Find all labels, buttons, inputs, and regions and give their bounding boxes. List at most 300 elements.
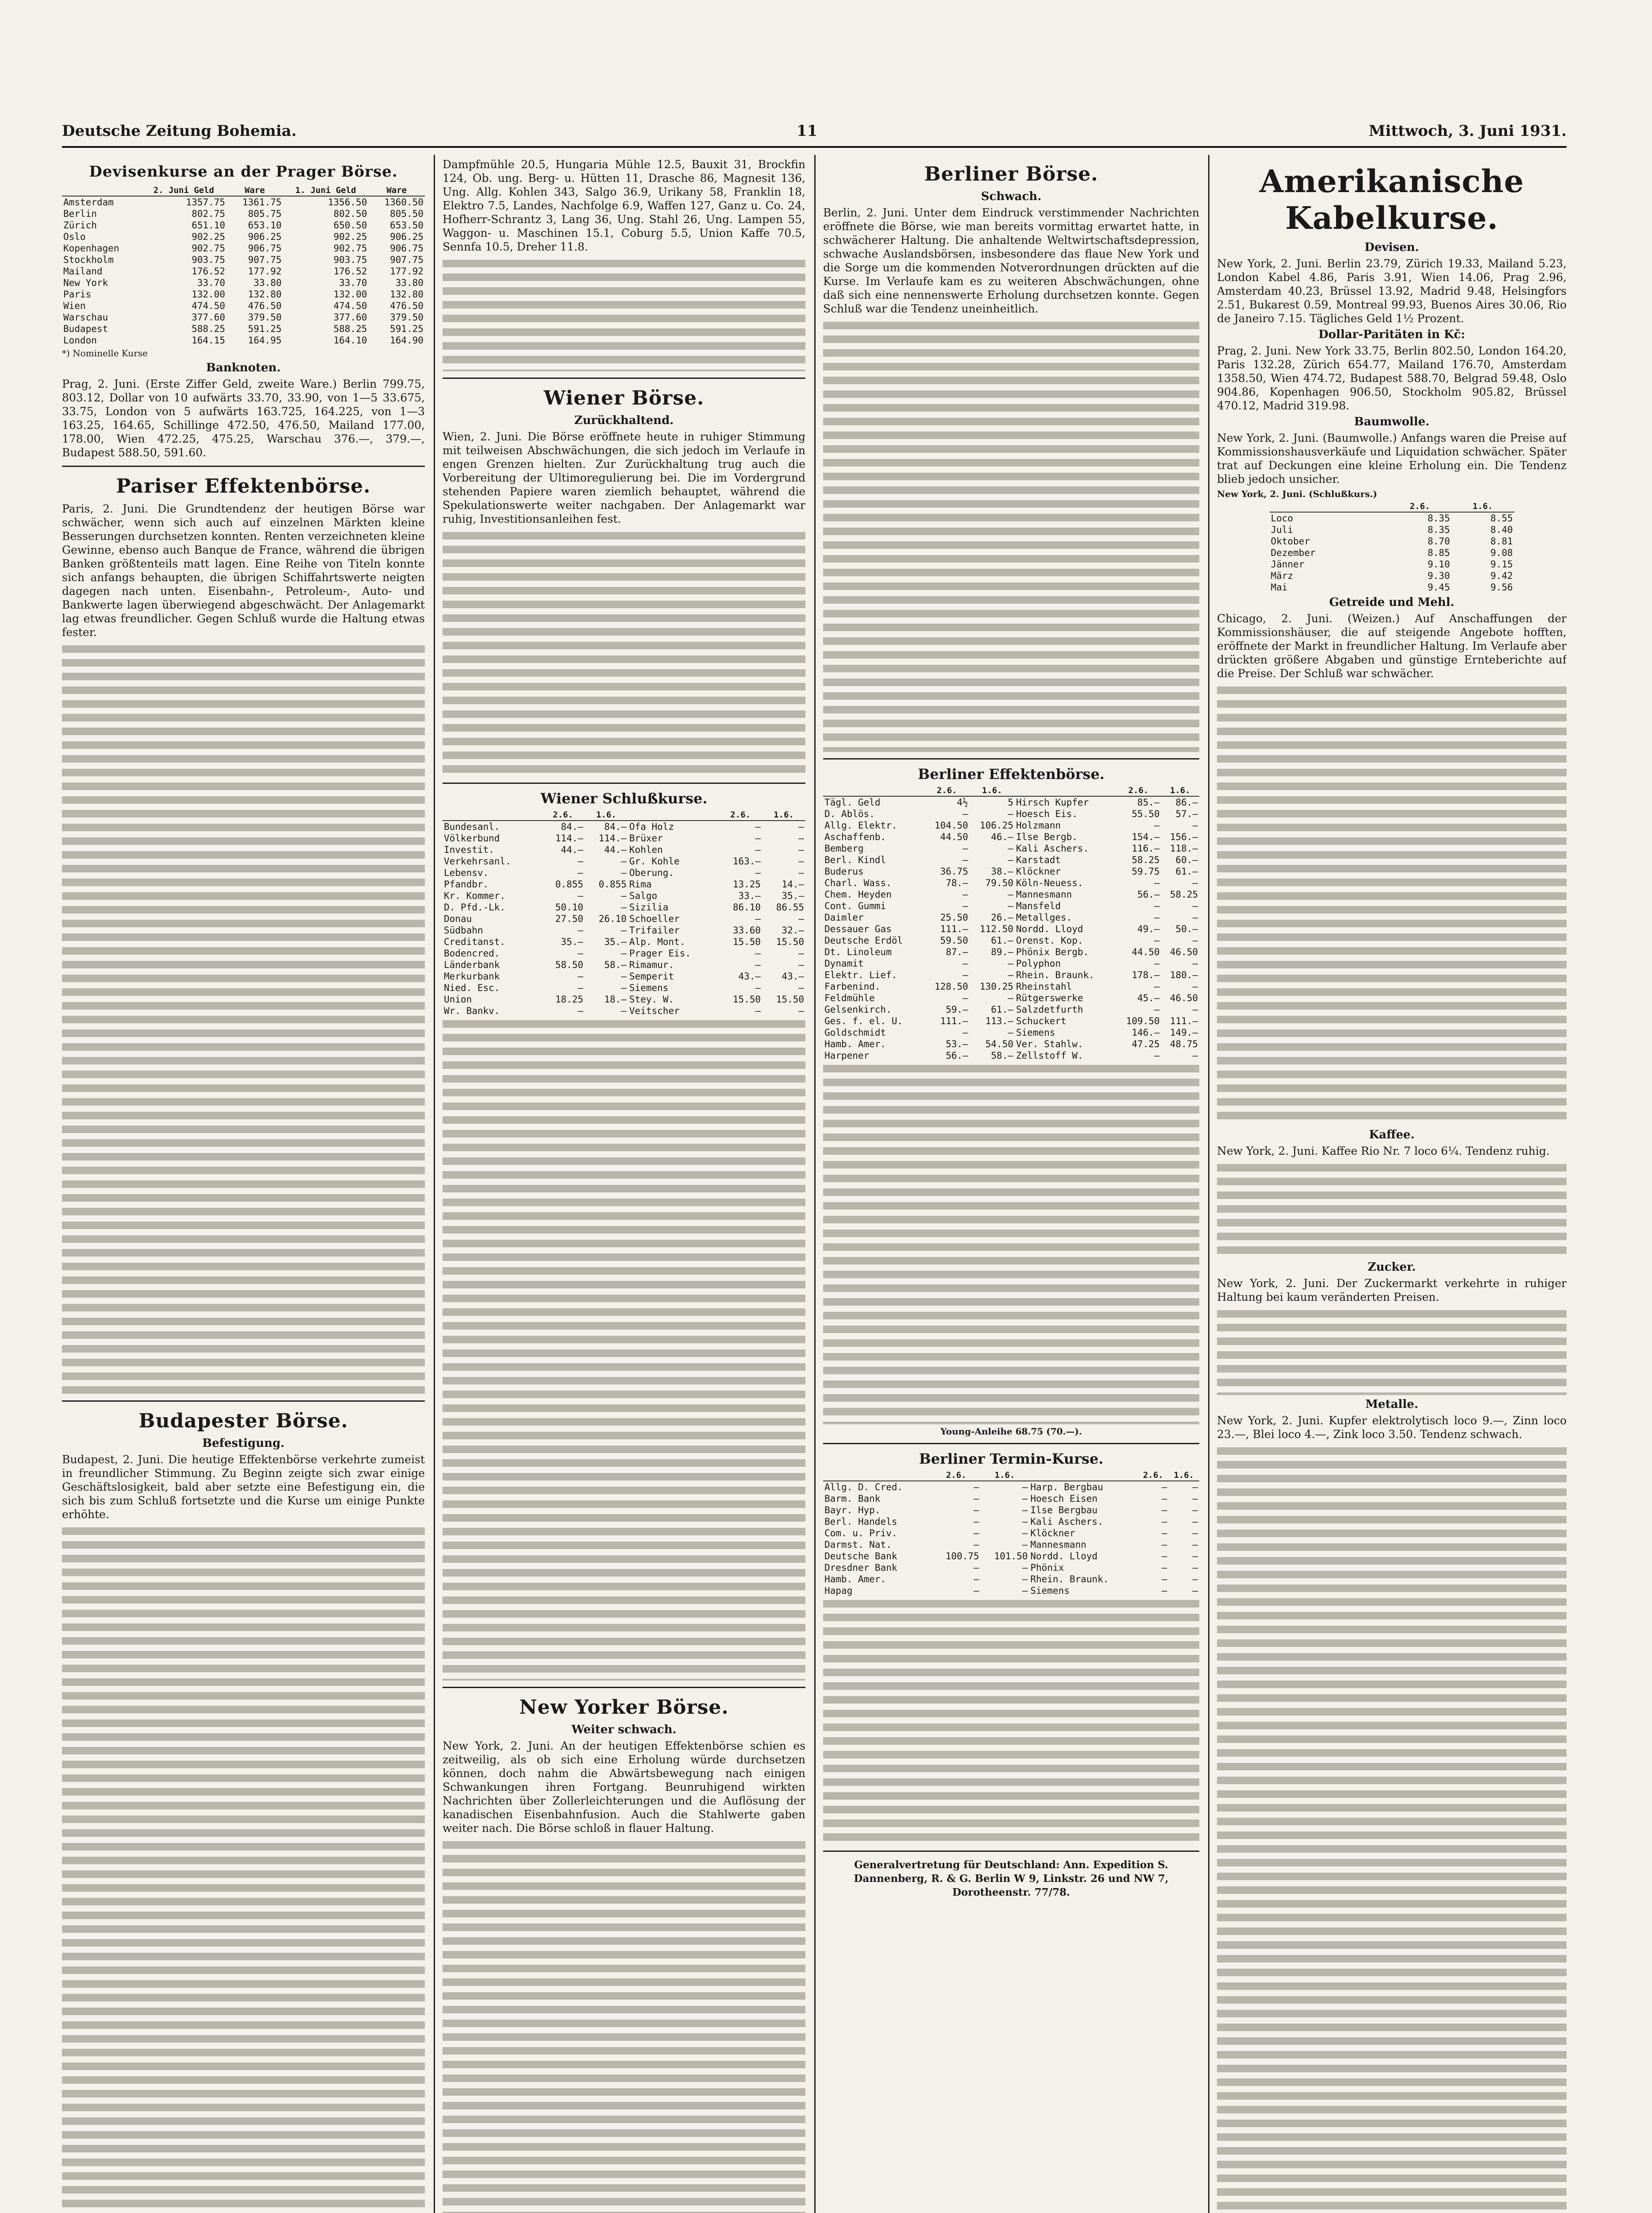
table-row xyxy=(443,936,805,948)
table-cell: Oktober xyxy=(1271,536,1310,547)
table-cell: Phönix xyxy=(1030,1562,1064,1573)
table-cell: Merkurbank xyxy=(444,971,500,982)
table-cell: — xyxy=(1161,1505,1167,1515)
section-divider xyxy=(62,1400,425,1402)
table-cell: 15.50 xyxy=(732,994,761,1005)
table-cell: New York xyxy=(63,278,108,288)
table-cell: — xyxy=(1008,1027,1013,1038)
table-cell: 60.— xyxy=(1175,855,1198,865)
table-row xyxy=(823,889,1199,900)
section-divider xyxy=(62,466,425,467)
section-divider xyxy=(823,758,1199,760)
table-cell: 59.— xyxy=(946,1004,968,1015)
table-cell: 44.— xyxy=(561,844,583,855)
wien-subtitle: Zurückhaltend. xyxy=(574,414,674,427)
table-cell: Tägl. Geld xyxy=(824,797,881,808)
table-cell: 805.75 xyxy=(248,208,282,219)
table-cell: Gelsenkirch. xyxy=(824,1004,892,1015)
table-row xyxy=(443,1005,805,1017)
table-cell: 5 xyxy=(1008,797,1013,808)
table-cell: 164.10 xyxy=(333,335,367,346)
column-3 xyxy=(823,155,1199,2213)
table-row xyxy=(823,854,1199,866)
budapest-text: Budapest, 2. Juni. Die heutige Effektenbörse verkehrte zumeist in freundlicher Stimmung. Zu Beginn zeigte sich zwar einige Geschäftslosigkeit, bald aber setzte eine Befestigung ein, die sich bis zum Schluß fortsetzte und die Kurse um einige Punkte erhöhte. xyxy=(62,1453,425,1521)
table-cell: 14.— xyxy=(782,879,804,890)
devisen-text: New York, 2. Juni. Berlin 23.79, Zürich 19.33, Mailand 5.23, London Kabel 4.86, Paris 3.91, Wien 14.06, Prag 2.96, Amsterdam 40.23, Brüssel 13.92, Madrid 9.48, Helsingfors 2.51, Bukarest 0.59, Montreal 99.93, Buenos Aires 30.06, Rio de Janeiro 7.15. Tägliches Geld 1½ Prozent. xyxy=(1217,257,1567,325)
table-cell: — xyxy=(963,855,968,865)
table-cell: — xyxy=(1008,843,1013,854)
table-cell: Union xyxy=(444,994,472,1005)
column-rule xyxy=(1208,155,1209,2213)
table-cell: 32.— xyxy=(782,925,804,936)
table-cell: 588.25 xyxy=(191,324,225,334)
table-cell: 128.50 xyxy=(934,981,968,992)
table-cell: — xyxy=(1022,1574,1028,1585)
table-cell: 4½ xyxy=(957,797,968,808)
table-row xyxy=(443,867,805,879)
table-cell: — xyxy=(963,843,968,854)
table-cell: 13.25 xyxy=(732,879,761,890)
table-cell: Ges. f. el. U. xyxy=(824,1016,903,1026)
devisen-title: Devisenkurse an der Prager Börse. xyxy=(89,163,398,181)
baumwolle-text: New York, 2. Juni. (Baumwolle.) Anfangs waren die Preise auf Kommissionshausverkäufe und Liquidation schwächer. Später trat auf Deckungen eine kleine Erholung ein. Die Tendenz blieb jedoch unsicher. xyxy=(1217,432,1567,486)
table-cell: — xyxy=(1161,1551,1167,1561)
table-cell: Dresdner Bank xyxy=(824,1562,897,1573)
table-cell: 35.— xyxy=(561,937,583,947)
table-row xyxy=(823,1585,1199,1596)
table-cell: Berl. Handels xyxy=(824,1516,897,1527)
table-cell: — xyxy=(1008,809,1013,819)
baumwolle-table xyxy=(1270,501,1514,593)
table-cell: — xyxy=(1154,1050,1160,1061)
table-cell: Aschaffenb. xyxy=(824,832,886,842)
table-cell: Hapag xyxy=(824,1585,853,1596)
table-cell: Bemberg xyxy=(824,843,864,854)
table-cell: 8.70 xyxy=(1427,536,1450,547)
table-cell: Harp. Bergbau xyxy=(1030,1482,1103,1492)
column-header xyxy=(823,785,924,796)
paris-text: Paris, 2. Juni. Die Grundtendenz der heutigen Börse war schwächer, wenn sich auch auf einzelnen Märkten kleine Besserungen durchsetzen konnten. Renten verzeichneten kleine Gewinne, ebenso auch Banque de France, während die übrigen Banken größtenteils matt lagen. Eine Reihe von Titeln konnte sich anfangs behaupten, die übrigen Schiffahrtswerte neigten dagegen nach unten. Eisenbahn-, Petroleum-, Auto- und Bankwerte lagen überwiegend abgeschwächt. Der Anlagemarkt lag etwas freundlicher. Gegen Schluß wurde die Haltung etwas fester. xyxy=(62,502,425,639)
table-cell: 377.60 xyxy=(333,312,367,323)
table-cell: 132.80 xyxy=(248,289,282,300)
table-cell: — xyxy=(1154,1004,1160,1015)
table-cell: Schuckert xyxy=(1016,1016,1067,1026)
table-cell: — xyxy=(798,914,804,924)
table-cell: Siemens xyxy=(1016,1027,1055,1038)
table-cell: 18.25 xyxy=(555,994,583,1005)
table-cell: — xyxy=(963,889,968,900)
table-cell: — xyxy=(1008,958,1013,969)
table-row xyxy=(823,1015,1199,1027)
table-cell: — xyxy=(1192,1585,1198,1596)
dense-text-block xyxy=(443,528,805,776)
table-cell: — xyxy=(578,856,583,867)
table-cell: 44.50 xyxy=(940,832,968,842)
column-header xyxy=(62,185,141,196)
table-row xyxy=(443,971,805,982)
table-cell: — xyxy=(755,821,761,832)
table-cell: Kohlen xyxy=(629,844,663,855)
column-1 xyxy=(62,155,425,2213)
table-cell: — xyxy=(973,1482,979,1492)
table-cell: 109.50 xyxy=(1126,1016,1160,1026)
wien-title: Wiener Börse. xyxy=(543,387,705,409)
column-header: 1.6. xyxy=(585,810,628,821)
effekten-header-row xyxy=(823,785,1199,796)
table-cell: 61.— xyxy=(991,935,1013,946)
table-cell: — xyxy=(1192,1528,1198,1538)
table-cell: — xyxy=(1022,1505,1028,1515)
table-cell: — xyxy=(1192,1050,1198,1061)
table-row xyxy=(823,912,1199,923)
table-cell: 45.— xyxy=(1137,993,1160,1003)
table-cell: 15.50 xyxy=(732,937,761,947)
table-cell: Rhein. Braunk. xyxy=(1030,1574,1109,1585)
table-cell: Siemens xyxy=(1030,1585,1070,1596)
column-header xyxy=(1270,501,1389,512)
table-cell: — xyxy=(1192,958,1198,969)
table-cell: 8.40 xyxy=(1490,524,1513,535)
table-cell: 25.50 xyxy=(940,912,968,923)
table-cell: 146.— xyxy=(1132,1027,1160,1038)
table-cell: Pfandbr. xyxy=(444,879,489,890)
schluss-rows xyxy=(443,821,805,1017)
table-cell: 113.— xyxy=(985,1016,1013,1026)
table-cell: — xyxy=(973,1516,979,1527)
table-cell: 377.60 xyxy=(191,312,225,323)
table-cell: — xyxy=(1161,1528,1167,1538)
table-cell: 903.75 xyxy=(191,254,225,265)
table-cell: Zürich xyxy=(63,220,97,231)
dense-text-block xyxy=(1217,1444,1567,2213)
table-cell: — xyxy=(621,902,627,913)
table-cell: — xyxy=(1022,1585,1028,1596)
table-cell: 156.— xyxy=(1170,832,1198,842)
table-cell: Klöckner xyxy=(1016,866,1061,877)
table-cell: Oberung. xyxy=(629,867,674,878)
table-cell: Investit. xyxy=(444,844,494,855)
newyork-title: New Yorker Börse. xyxy=(519,1696,729,1719)
table-cell: D. Pfd.-Lk. xyxy=(444,902,506,913)
dollar-paritaeten-text: Prag, 2. Juni. New York 33.75, Berlin 802.50, London 164.20, Paris 132.28, Zürich 654.77, Mailand 176.70, Amsterdam 1358.50, Wien 474.72, Budapest 588.70, Belgrad 59.48, Oslo 904.86, Kopenhagen 906.50, Stockholm 905.82, Brüssel 470.12, Madrid 319.98. xyxy=(1217,344,1567,412)
table-cell: 8.81 xyxy=(1490,536,1513,547)
section-divider xyxy=(443,1687,805,1688)
table-cell: 9.08 xyxy=(1490,547,1513,558)
table-cell: — xyxy=(1192,912,1198,923)
table-cell: 50.— xyxy=(1175,924,1198,934)
table-cell: Berlin xyxy=(63,208,97,219)
table-cell: 57.— xyxy=(1175,809,1198,819)
table-cell: Köln-Neuess. xyxy=(1016,878,1083,888)
table-cell: 33.70 xyxy=(339,278,367,288)
table-row xyxy=(823,1004,1199,1015)
table-cell: — xyxy=(798,867,804,878)
table-cell: 164.90 xyxy=(390,335,424,346)
table-cell: Stockholm xyxy=(63,254,114,265)
dollar-paritaeten-subtitle: Dollar-Paritäten in Kč: xyxy=(1318,328,1465,341)
table-cell: Daimler xyxy=(824,912,864,923)
table-cell: — xyxy=(1154,935,1160,946)
table-cell: 53.— xyxy=(946,1039,968,1049)
zucker-text: New York, 2. Juni. Der Zuckermarkt verkehrte in ruhiger Haltung bei kaum veränderten Preisen. xyxy=(1217,1277,1567,1303)
table-cell: 33.80 xyxy=(395,278,424,288)
table-cell: 802.50 xyxy=(333,208,367,219)
table-cell: 84.— xyxy=(604,821,627,832)
table-row xyxy=(1270,512,1514,524)
table-row xyxy=(62,323,425,335)
table-row xyxy=(823,877,1199,889)
table-row xyxy=(62,208,425,220)
newspaper-name: Deutsche Zeitung Bohemia. xyxy=(62,122,297,140)
column-header: 2.6. xyxy=(541,810,585,821)
table-cell: Holzmann xyxy=(1016,820,1061,831)
table-cell: 61.— xyxy=(991,1004,1013,1015)
table-cell: — xyxy=(973,1505,979,1515)
table-row xyxy=(62,266,425,277)
column-header: 2.6. xyxy=(924,785,969,796)
table-cell: 906.25 xyxy=(248,231,282,242)
baumwolle-schluss-label: New York, 2. Juni. (Schlußkurs.) xyxy=(1217,489,1377,499)
column-header: 1. Juni Geld xyxy=(283,185,368,196)
table-cell: Goldschmidt xyxy=(824,1027,886,1038)
table-cell: Dynamit xyxy=(824,958,864,969)
table-cell: 58.25 xyxy=(1132,855,1160,865)
table-row xyxy=(823,1562,1199,1573)
table-cell: März xyxy=(1271,571,1294,581)
table-row xyxy=(823,866,1199,877)
table-cell: 33.60 xyxy=(732,925,761,936)
table-cell: Siemens xyxy=(629,983,669,993)
table-cell: 176.52 xyxy=(191,266,225,277)
table-cell: 49.— xyxy=(1137,924,1160,934)
table-cell: Trifailer xyxy=(629,925,680,936)
table-cell: 89.— xyxy=(991,947,1013,957)
table-cell: Lebensv. xyxy=(444,867,489,878)
table-cell: — xyxy=(755,844,761,855)
table-cell: — xyxy=(755,914,761,924)
table-row xyxy=(823,946,1199,958)
table-cell: — xyxy=(578,971,583,982)
column-header: 1.6. xyxy=(1161,785,1199,796)
table-cell: 9.42 xyxy=(1490,571,1513,581)
dense-text-block xyxy=(1217,1307,1567,1395)
table-cell: Semperit xyxy=(629,971,674,982)
page-number: 11 xyxy=(797,122,818,140)
table-row xyxy=(823,820,1199,831)
table-cell: — xyxy=(963,809,968,819)
table-row xyxy=(823,1539,1199,1550)
metalle-subtitle: Metalle. xyxy=(1365,1398,1418,1411)
berlin-text: Berlin, 2. Juni. Unter dem Eindruck verstimmender Nachrichten eröffnete die Börse, wie man bereits vormittag erwartet hatte, in schwächerer Haltung. Die anhaltende Weltwirtschaftsdepression, schwache Auslandsbörsen, insbesondere das flaue New York und die Sorge um die kommenden Notverordnungen drückten auf die Kurse. Im Verlaufe kam es zu weiteren Abschwächungen, ohne daß sich eine nennenswerte Erholung durchsetzen konnte. Gegen Schluß war die Tendenz uneinheitlich. xyxy=(823,206,1199,315)
table-cell: 38.— xyxy=(991,866,1013,877)
table-cell: — xyxy=(621,891,627,901)
table-cell: 177.92 xyxy=(390,266,424,277)
table-cell: Com. u. Priv. xyxy=(824,1528,897,1538)
table-cell: — xyxy=(578,925,583,936)
table-cell: — xyxy=(1008,970,1013,980)
newyork-subtitle: Weiter schwach. xyxy=(571,1723,677,1736)
table-cell: — xyxy=(973,1574,979,1585)
table-row xyxy=(62,196,425,208)
table-cell: 61.— xyxy=(1175,866,1198,877)
table-cell: 1357.75 xyxy=(186,197,225,208)
table-cell: Metallges. xyxy=(1016,912,1072,923)
table-cell: 106.25 xyxy=(980,820,1013,831)
table-cell: Orenst. Kop. xyxy=(1016,935,1083,946)
table-cell: 15.50 xyxy=(776,937,804,947)
table-cell: 35.— xyxy=(782,891,804,901)
table-cell: 650.50 xyxy=(333,220,367,231)
column-header: 1.6. xyxy=(981,1470,1029,1481)
table-row xyxy=(443,982,805,994)
advertising-footer: Generalvertretung für Deutschland: Ann. Expedition S. Dannenberg, R. & G. Berlin W 9, Linkstr. 26 und NW 7, Dorotheenstr. 77/78. xyxy=(854,1859,1169,1898)
table-cell: 474.50 xyxy=(333,301,367,311)
table-cell: Hoesch Eisen xyxy=(1030,1493,1098,1504)
table-cell: — xyxy=(798,856,804,867)
table-cell: Alp. Mont. xyxy=(629,937,685,947)
table-cell: Länderbank xyxy=(444,960,500,970)
table-cell: 50.10 xyxy=(555,902,583,913)
table-cell: — xyxy=(1161,1562,1167,1573)
table-cell: — xyxy=(1008,993,1013,1003)
table-cell: — xyxy=(621,1006,627,1016)
budapest-subtitle: Befestigung. xyxy=(202,1437,285,1450)
table-cell: 906.75 xyxy=(248,243,282,254)
table-cell: Mannesmann xyxy=(1030,1539,1086,1550)
table-cell: 87.— xyxy=(946,947,968,957)
table-cell: — xyxy=(1161,1539,1167,1550)
getreide-subtitle: Getreide und Mehl. xyxy=(1329,596,1455,609)
table-cell: 591.25 xyxy=(390,324,424,334)
budapest-continued-text: Dampfmühle 20.5, Hungaria Mühle 12.5, Bauxit 31, Brockfin 124, Ob. ung. Berg- u. Hütten 11, Drasche 86, Magnesit 136, Ung. Allg. Kohlen 343, Salgo 36.9, Urikany 58, Franklin 18, Elektro 7.5, Landes, Nachfolge 6.9, Waffen 127, Ganz u. Co. 24, Hofherr-Schrantz 3, Lang 36, Ung. Stahl 26, Ung. Lampen 55, Waggon- u. Maschinen 15.1, Coburg 5.5, Union Kaffe 70.5, Sennfa 10.5, Dreher 11.8. xyxy=(443,158,805,253)
table-cell: — xyxy=(1192,878,1198,888)
wien-schluss-title: Wiener Schlußkurse. xyxy=(540,790,708,807)
table-cell: 588.25 xyxy=(333,324,367,334)
table-cell: 902.75 xyxy=(191,243,225,254)
table-cell: — xyxy=(755,983,761,993)
table-cell: 118.— xyxy=(1170,843,1198,854)
effekten-rows xyxy=(823,796,1199,1061)
table-cell: Rütgerswerke xyxy=(1016,993,1083,1003)
table-cell: Harpener xyxy=(824,1050,870,1061)
dense-text-block xyxy=(443,1838,805,2213)
table-row xyxy=(823,935,1199,946)
table-cell: — xyxy=(1008,901,1013,911)
table-cell: 15.50 xyxy=(776,994,804,1005)
table-cell: 43.— xyxy=(782,971,804,982)
table-cell: Farbenind. xyxy=(824,981,881,992)
termin-header-row xyxy=(823,1470,1199,1481)
table-cell: Kali Aschers. xyxy=(1030,1516,1103,1527)
table-cell: — xyxy=(1192,820,1198,831)
table-cell: — xyxy=(1022,1482,1028,1492)
table-row xyxy=(823,1504,1199,1516)
table-cell: 44.50 xyxy=(1132,947,1160,957)
table-cell: 651.10 xyxy=(191,220,225,231)
table-cell: Deutsche Erdöl xyxy=(824,935,903,946)
table-cell: Karstadt xyxy=(1016,855,1061,865)
table-cell: — xyxy=(621,948,627,959)
table-cell: Gr. Kohle xyxy=(629,856,680,867)
table-cell: Südbahn xyxy=(444,925,483,936)
table-cell: 79.50 xyxy=(985,878,1013,888)
table-cell: — xyxy=(963,970,968,980)
table-cell: — xyxy=(1192,1482,1198,1492)
kabelkurse-title: Amerikanische Kabelkurse. xyxy=(1259,163,1525,236)
table-cell: Jänner xyxy=(1271,559,1305,570)
table-cell: 379.50 xyxy=(390,312,424,323)
table-cell: — xyxy=(798,844,804,855)
table-cell: 86.— xyxy=(1175,797,1198,808)
table-cell: 56.— xyxy=(946,1050,968,1061)
table-cell: 33.80 xyxy=(254,278,282,288)
table-cell: 46.50 xyxy=(1170,993,1198,1003)
column-header xyxy=(443,810,541,821)
table-cell: Mannesmann xyxy=(1016,889,1072,900)
table-cell: 8.35 xyxy=(1427,513,1450,524)
table-cell: 55.50 xyxy=(1132,809,1160,819)
table-cell: — xyxy=(798,948,804,959)
table-cell: Dessauer Gas xyxy=(824,924,892,934)
table-cell: — xyxy=(963,1027,968,1038)
table-cell: Elektr. Lief. xyxy=(824,970,897,980)
table-cell: — xyxy=(973,1562,979,1573)
table-cell: — xyxy=(1022,1539,1028,1550)
section-divider xyxy=(823,1443,1199,1444)
table-row xyxy=(443,959,805,971)
devisen-table xyxy=(62,185,425,346)
table-cell: 8.55 xyxy=(1490,513,1513,524)
table-cell: — xyxy=(755,948,761,959)
table-cell: Oslo xyxy=(63,231,86,242)
dense-text-block xyxy=(1217,1160,1567,1258)
banknoten-title: Banknoten. xyxy=(206,361,281,374)
table-cell: — xyxy=(1008,889,1013,900)
table-cell: Wien xyxy=(63,301,86,311)
table-cell: 379.50 xyxy=(248,312,282,323)
table-cell: Nordd. Lloyd xyxy=(1016,924,1083,934)
table-cell: — xyxy=(621,983,627,993)
table-row xyxy=(443,948,805,959)
issue-date: Mittwoch, 3. Juni 1931. xyxy=(1368,122,1567,140)
table-row xyxy=(62,243,425,254)
table-cell: 114.— xyxy=(555,833,583,844)
table-cell: Mailand xyxy=(63,266,103,277)
table-cell: 653.50 xyxy=(390,220,424,231)
table-row xyxy=(823,1481,1199,1493)
table-cell: 78.— xyxy=(946,878,968,888)
column-header: 2.6. xyxy=(1116,785,1161,796)
table-cell: 476.50 xyxy=(248,301,282,311)
table-cell: — xyxy=(578,867,583,878)
table-cell: Sizilia xyxy=(629,902,669,913)
table-cell: Bundesanl. xyxy=(444,821,500,832)
table-cell: Hamb. Amer. xyxy=(824,1574,886,1585)
table-cell: Hirsch Kupfer xyxy=(1016,797,1089,808)
table-cell: Bodencred. xyxy=(444,948,500,959)
table-cell: — xyxy=(1008,855,1013,865)
table-cell: — xyxy=(973,1528,979,1538)
kaffee-text: New York, 2. Juni. Kaffee Rio Nr. 7 loco 6¼. Tendenz ruhig. xyxy=(1217,1145,1550,1157)
table-cell: 177.92 xyxy=(248,266,282,277)
table-cell: Stey. W. xyxy=(629,994,674,1005)
column-rule xyxy=(434,155,435,2213)
table-cell: 33.70 xyxy=(197,278,225,288)
table-row xyxy=(1270,582,1514,593)
table-cell: Allg. Elektr. xyxy=(824,820,897,831)
table-cell: Ilse Bergbau xyxy=(1030,1505,1098,1515)
table-cell: Allg. D. Cred. xyxy=(824,1482,903,1492)
